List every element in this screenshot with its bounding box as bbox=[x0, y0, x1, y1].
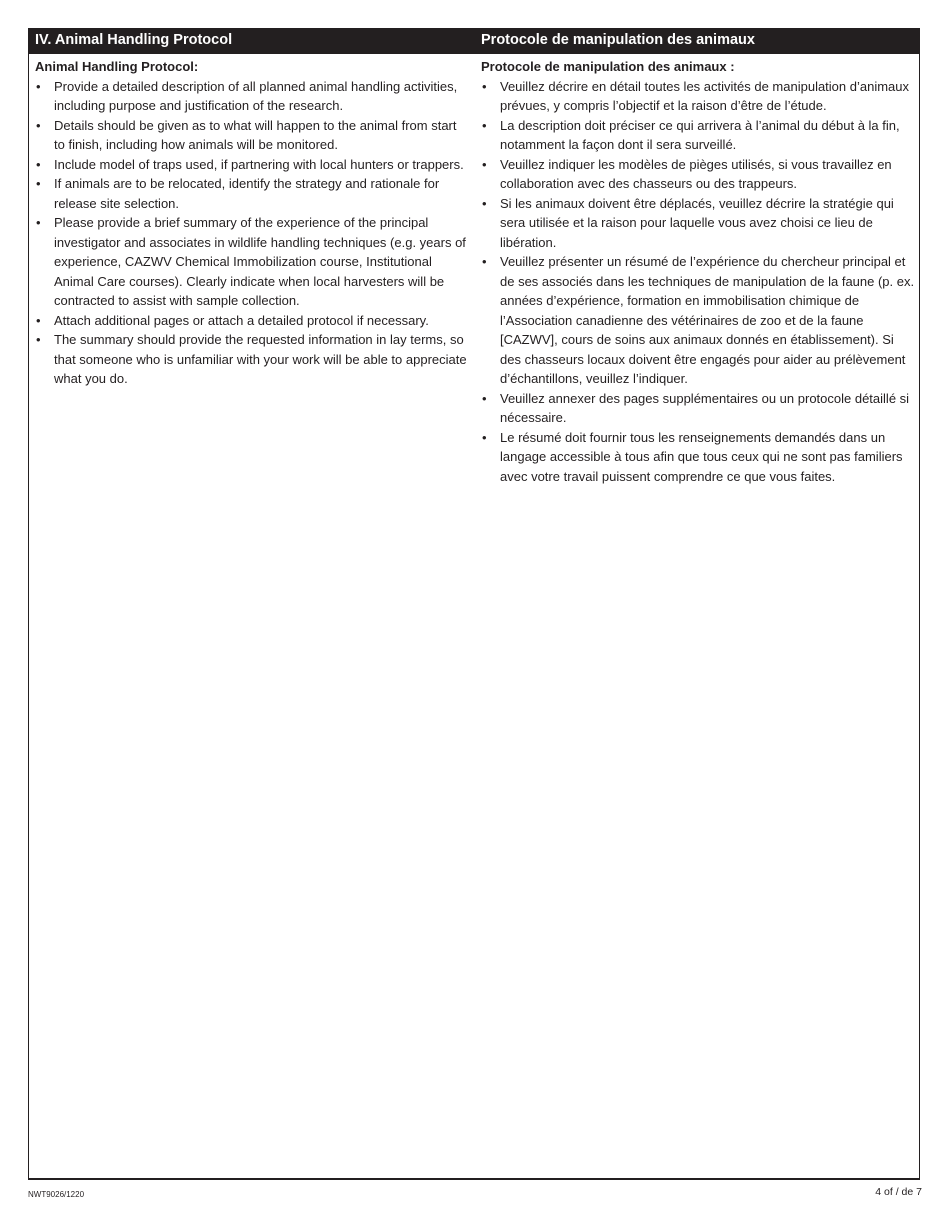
form-code: NWT9026/1220 bbox=[28, 1190, 85, 1199]
section-header-en: IV. Animal Handling Protocol bbox=[35, 32, 233, 48]
section-header-fr: Protocole de manipulation des animaux bbox=[481, 32, 755, 48]
french-column bbox=[481, 57, 915, 486]
list-item: • Attach additional pages or attach a detailed protocol if necessary. bbox=[35, 311, 470, 331]
list-item: • If animals are to be relocated, identify the strategy and rationale for release site selection. bbox=[35, 174, 470, 213]
list-item: • Veuillez indiquer les modèles de pièges utilisés, si vous travaillez en collaboration avec des chasseurs ou des trappeurs. bbox=[481, 155, 915, 194]
list-item: • Veuillez annexer des pages supplémentaires ou un protocole détaillé si nécessaire. bbox=[481, 389, 915, 428]
section-header-bar bbox=[29, 29, 919, 54]
list-item: • Veuillez présenter un résumé de l’expérience du chercheur principal et de ses associés dans les techniques de manipulation de la faune (p. ex. années d’expérience, formation en immobilisation chimique de l’Association canadienne des vétérinaires de zoo et de la faune [CAZWV], cours de soins aux animaux donnés en établissement). Si des chasseurs locaux doivent être engagés pour aider au prélèvement d’échantillons, veuillez l’indiquer. bbox=[481, 252, 915, 389]
list-item: • Details should be given as to what will happen to the animal from start to finish, including how animals will be monitored. bbox=[35, 116, 470, 155]
list-item: • La description doit préciser ce qui arrivera à l’animal du début à la fin, notamment la façon dont il sera surveillé. bbox=[481, 116, 915, 155]
list-item: • Provide a detailed description of all planned animal handling activities, including purpose and justification of the research. bbox=[35, 77, 470, 116]
french-title: Protocole de manipulation des animaux : bbox=[481, 59, 735, 74]
list-item: • Si les animaux doivent être déplacés, veuillez décrire la stratégie qui sera utilisée et la raison pour laquelle vous avez choisi ce lieu de libération. bbox=[481, 194, 915, 253]
page-number: 4 of / de 7 bbox=[875, 1186, 922, 1198]
list-item: • Please provide a brief summary of the experience of the principal investigator and associates in wildlife handling techniques (e.g. years of experience, CAZWV Chemical Immobilization course, Institutional Animal Care courses). Clearly indicate when local harvesters will be contracted to assist with sample collection. bbox=[35, 213, 470, 311]
list-item: • Le résumé doit fournir tous les renseignements demandés dans un langage accessible à tous afin que tous ceux qui ne sont pas familiers avec votre travail puissent comprendre ce que vous faites. bbox=[481, 428, 915, 487]
french-list bbox=[481, 77, 915, 487]
english-list bbox=[35, 77, 470, 389]
english-title: Animal Handling Protocol: bbox=[35, 59, 199, 74]
list-item: • Include model of traps used, if partnering with local hunters or trappers. bbox=[35, 155, 470, 175]
english-column bbox=[35, 57, 470, 389]
list-item: • Veuillez décrire en détail toutes les activités de manipulation d’animaux prévues, y compris l’objectif et la raison d’être de l’étude. bbox=[481, 77, 915, 116]
animal-handling-protocol-section bbox=[28, 28, 920, 1180]
list-item: • The summary should provide the requested information in lay terms, so that someone who is unfamiliar with your work will be able to appreciate what you do. bbox=[35, 330, 470, 389]
